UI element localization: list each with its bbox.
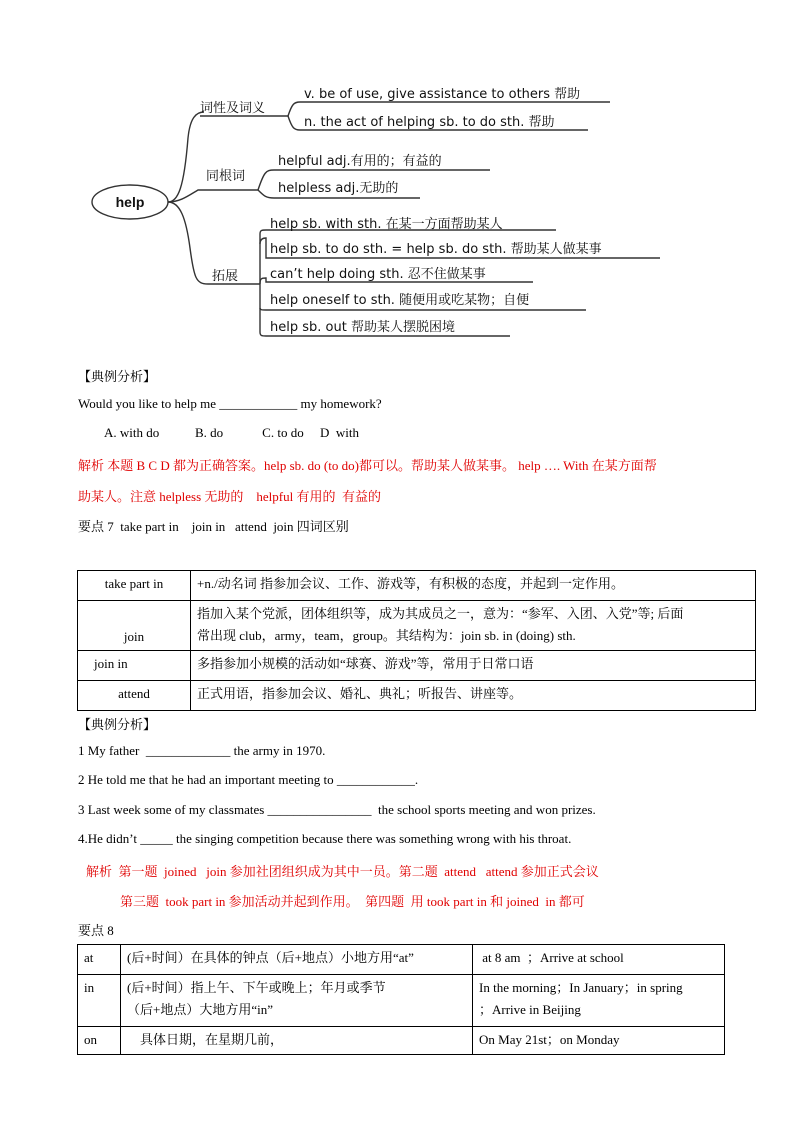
term-cell: join	[78, 601, 191, 651]
table-row	[78, 681, 756, 711]
table-row	[78, 975, 725, 1027]
point8-title: 要点 8	[78, 923, 114, 938]
root-item-1: helpful adj.有用的；有益的	[278, 154, 442, 169]
desc-line: 指加入某个党派，团体组织等，成为其成员之一，意为：“参军、入团、入党”等; 后面	[197, 606, 684, 621]
ext-item-1: help sb. with sth. 在某一方面帮助某人	[270, 217, 503, 232]
rule-cell	[121, 975, 473, 1027]
ext-item-2: help sb. to do sth. = help sb. do sth. 帮助某人做某事	[270, 242, 602, 257]
ext-item-3: can’t help doing sth. 忍不住做某事	[270, 267, 486, 282]
example2-q3: 3 Last week some of my classmates ________________ the school sports meeting and won prizes.	[78, 802, 596, 817]
example-line: In the morning；In January；in spring	[479, 980, 683, 995]
table-row	[78, 945, 725, 975]
table-row	[78, 1027, 725, 1055]
pos-item-1: v. be of use, give assistance to others 帮助	[304, 87, 581, 102]
desc-line: 常出现 club，army，team，group。其结构为：join sb. in (doing) sth.	[197, 628, 576, 643]
example2-analysis-line1: 解析 第一题 joined join 参加社团组织成为其中一员。第二题 attend attend 参加正式会议	[86, 864, 599, 879]
example-header-2: 【典例分析】	[78, 717, 157, 732]
term-cell: join in	[78, 651, 191, 681]
term-cell: take part in	[78, 571, 191, 601]
center-label: help	[115, 194, 145, 210]
branch-label-root: 同根词	[206, 169, 246, 184]
example1-analysis-line2: 助某人。注意 helpless 无助的 helpful 有用的 有益的	[78, 489, 381, 504]
rule-cell: 具体日期，在星期几前，	[121, 1027, 473, 1055]
example2-q2: 2 He told me that he had an important meeting to ____________.	[78, 772, 419, 787]
prep-cell: on	[78, 1027, 121, 1055]
branch-label-pos: 词性及词义	[200, 101, 266, 116]
example2-q4: 4.He didn’t _____ the singing competition because there was something wrong with his throat.	[78, 831, 572, 846]
example2-q1: 1 My father _____________ the army in 1970.	[78, 743, 326, 758]
ext-item-5: help sb. out 帮助某人摆脱困境	[270, 320, 455, 335]
rule-line: （后+地点）大地方用“in”	[127, 1002, 273, 1017]
rule-line: (后+时间）指上午、下午或晚上；年月或季节	[127, 980, 386, 995]
point8-table	[77, 944, 725, 1055]
pos-item-2: n. the act of helping sb. to do sth. 帮助	[304, 115, 555, 130]
example1-analysis-line1: 解析 本题 B C D 都为正确答案。help sb. do (to do)都可以。帮助某人做某事。 help …. With 在某方面帮	[78, 458, 657, 473]
desc-cell: +n./动名词 指参加会议、工作、游戏等，有积极的态度，并起到一定作用。	[191, 571, 756, 601]
desc-cell: 正式用语，指参加会议、婚礼、典礼；听报告、讲座等。	[191, 681, 756, 711]
desc-cell: 多指参加小规模的活动如“球赛、游戏”等，常用于日常口语	[191, 651, 756, 681]
example-cell: at 8 am ；Arrive at school	[473, 945, 725, 975]
rule-cell: (后+时间）在具体的钟点（后+地点）小地方用“at”	[121, 945, 473, 975]
root-item-2: helpless adj.无助的	[278, 181, 399, 196]
example1-question: Would you like to help me ____________ my homework?	[78, 396, 382, 411]
prep-cell: in	[78, 975, 121, 1027]
branch-label-ext: 拓展	[212, 269, 239, 284]
example-cell	[473, 975, 725, 1027]
example-header-1: 【典例分析】	[78, 369, 157, 384]
table-row	[78, 571, 756, 601]
prep-cell: at	[78, 945, 121, 975]
example-cell: On May 21st；on Monday	[473, 1027, 725, 1055]
point7-title: 要点 7 take part in join in attend join 四词区别	[78, 519, 349, 534]
example2-analysis-line2: 第三题 took part in 参加活动并起到作用。 第四题 用 took part in 和 joined in 都可	[120, 894, 585, 909]
term-cell: attend	[78, 681, 191, 711]
ext-item-4: help oneself to sth. 随便用或吃某物；自便	[270, 293, 530, 308]
desc-cell	[191, 601, 756, 651]
example1-options: A. with do B. do C. to do D with	[104, 425, 359, 440]
table-row	[78, 651, 756, 681]
table-row	[78, 601, 756, 651]
point7-table	[77, 570, 756, 711]
help-mind-map	[88, 78, 660, 340]
example-line: ；Arrive in Beijing	[479, 1002, 581, 1017]
